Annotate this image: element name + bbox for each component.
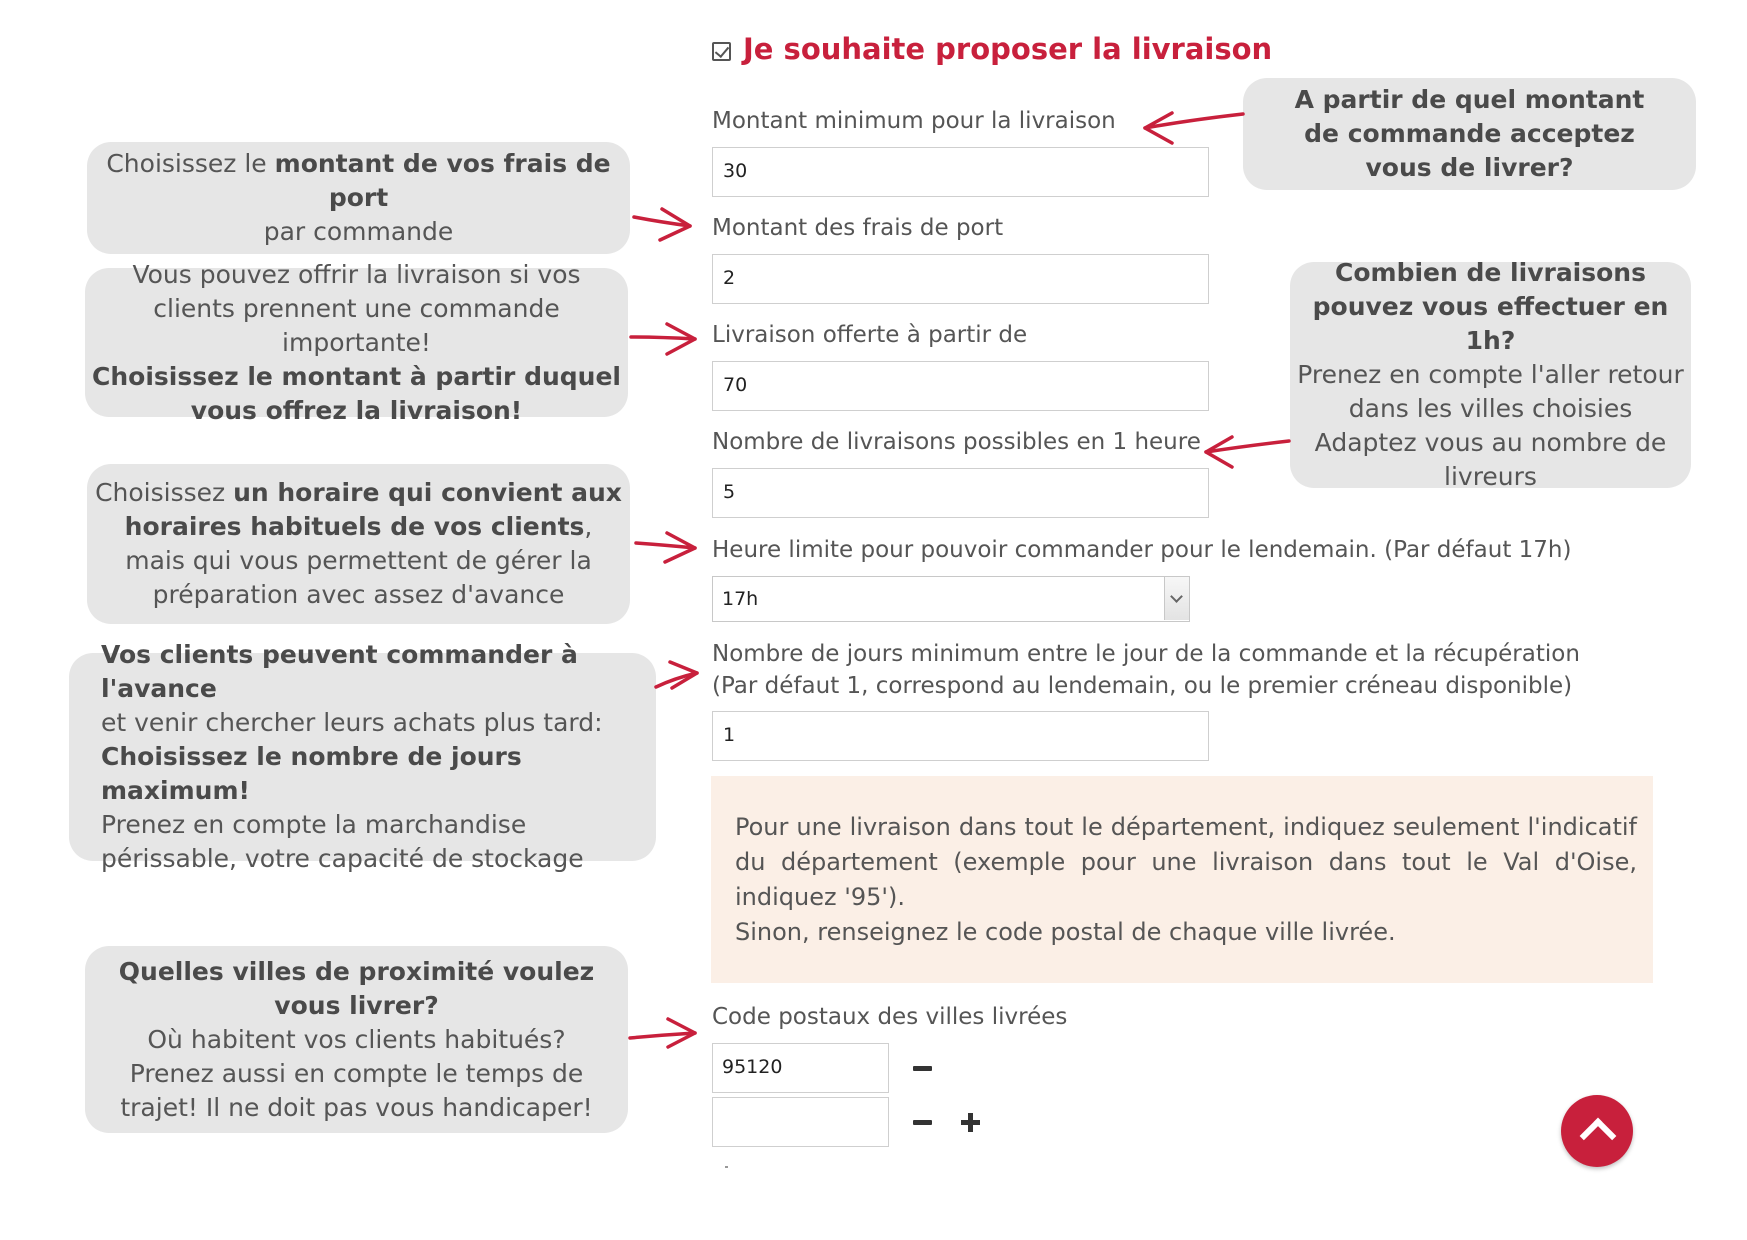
min-days-input[interactable]: 1 [712,711,1209,761]
shipping-fee-input[interactable]: 2 [712,254,1209,304]
shipping-fee-label: Montant des frais de port [712,215,1004,241]
min-amount-label: Montant minimum pour la livraison [712,108,1116,134]
arrow-left-icon [1206,437,1289,467]
info-text-1: Pour une livraison dans tout le département, indiquez seulement l'indicatif du département (exemple pour une livraison dans tout le Val d'Oise, indiquez '95'). [735,813,1637,911]
callout-bold: Choisissez le montant à partir duquel vous offrez la livraison! [92,361,621,425]
deliveries-per-hour-label: Nombre de livraisons possibles en 1 heure [712,429,1201,455]
callout-bold: Quelles villes de proximité voulez vous livrer? [118,956,595,1020]
callout-bold: Combien de livraisons pouvez vous effectuer en 1h? [1312,258,1669,355]
callout-text: Vous pouvez offrir la livraison si vos clients prennent une commande importante! [132,259,581,357]
callout-bold: Choisissez le nombre de jours maximum! [101,742,522,805]
callout-text: Choisissez [95,478,234,507]
callout-text: Choisissez le [106,149,275,178]
min-days-label: Nombre de jours minimum entre le jour de la commande et la récupération (Par défaut 1, correspond au lendemain, ou le premier créneau disponible) [712,641,1580,699]
arrow-left-icon [1145,113,1243,143]
arrow-right-icon [630,1019,695,1047]
callout-text: et venir chercher leurs achats plus tard: [101,708,603,737]
cutoff-time-label: Heure limite pour pouvoir commander pour le lendemain. (Par défaut 17h) [712,537,1572,563]
postal-code-input[interactable]: 95120 [712,1043,889,1093]
free-delivery-label: Livraison offerte à partir de [712,322,1028,348]
deliveries-per-hour-input[interactable]: 5 [712,468,1209,518]
callout-bold: montant de vos frais de port [274,149,611,212]
info-text-2: Sinon, renseignez le code postal de chaque ville livrée. [735,918,1396,946]
callout-text: Où habitent vos clients habitués? Prenez aussi en compte le temps de trajet! Il ne doit pas vous handicaper! [120,1024,593,1122]
min-amount-input[interactable]: 30 [712,147,1209,197]
callout-bold: A partir de quel montant de commande acceptez vous de livrer? [1294,85,1645,182]
cutoff-time-value: 17h [722,588,759,610]
delivery-title: Je souhaite proposer la livraison [743,32,1273,66]
callout-text: , mais qui vous permettent de gérer la préparation avec assez d'avance [125,512,593,609]
arrow-right-icon [636,533,695,562]
arrow-right-icon [634,209,690,240]
callout-text: Prenez en compte l'aller retour dans les villes choisies [1297,360,1684,423]
arrow-right-icon [631,324,695,354]
callout-bold: un horaire qui convient aux horaires habituels de vos clients [124,478,622,541]
callout-text: Prenez en compte la marchandise périssable, votre capacité de stockage [101,810,584,873]
callout-text: par commande [263,217,454,246]
free-delivery-input[interactable]: 70 [712,361,1209,411]
arrow-right-icon [656,662,697,688]
callout-text: Adaptez vous au nombre de livreurs [1314,428,1667,491]
callout-bold: Vos clients peuvent commander à l'avance [101,640,578,703]
postal-codes-label: Code postaux des villes livrées [712,1004,1068,1030]
